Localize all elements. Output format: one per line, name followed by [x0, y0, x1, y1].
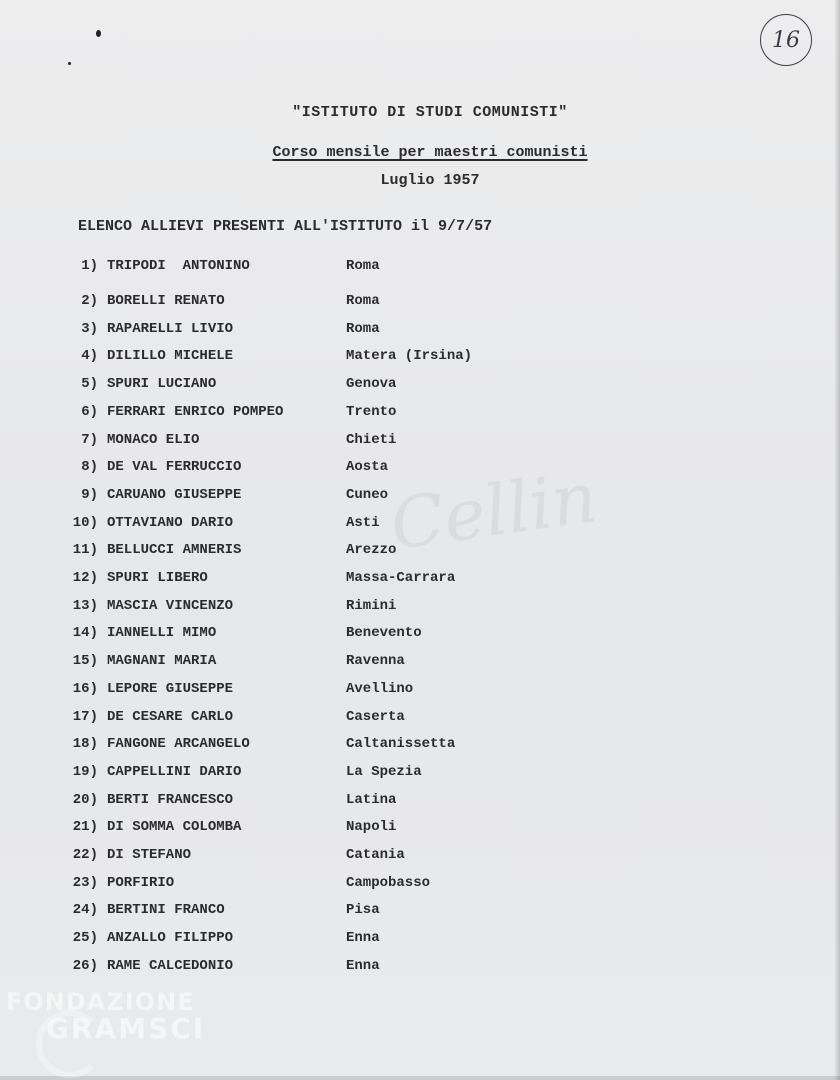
student-city: Pisa — [346, 902, 380, 919]
student-name: BELLUCCI AMNERIS — [107, 542, 242, 559]
student-city: Catania — [346, 847, 405, 863]
watermark-line-2: GRAMSCI — [46, 1012, 206, 1045]
student-name: DI STEFANO — [107, 847, 192, 863]
student-city: Rimini — [346, 597, 397, 614]
student-number: 21) — [72, 819, 98, 836]
student-city: Caltanissetta — [346, 736, 456, 753]
student-row — [0, 819, 840, 839]
student-name: BERTINI FRANCO — [107, 902, 225, 919]
student-row — [0, 570, 840, 590]
course-title: Corso mensile per maestri comunisti — [272, 144, 588, 161]
student-city: Matera (Irsina) — [346, 348, 473, 365]
student-number: 24) — [72, 902, 98, 919]
student-city: Napoli — [346, 819, 397, 836]
student-name: DE CESARE CARLO — [107, 708, 234, 725]
student-row — [0, 625, 840, 645]
bleed-through-handwriting: Cellin — [385, 455, 602, 567]
student-row — [0, 847, 840, 867]
student-row — [0, 293, 840, 313]
student-number: 10) — [72, 514, 98, 531]
student-name: LEPORE GIUSEPPE — [107, 680, 234, 697]
student-name: IANNELLI MIMO — [107, 625, 217, 642]
student-city: Enna — [346, 930, 380, 947]
student-number: 1) — [81, 258, 98, 274]
student-city: Caserta — [346, 708, 405, 725]
watermark-line-1: FONDAZIONE — [6, 988, 195, 1016]
student-name: DE VAL FERRUCCIO — [107, 459, 242, 476]
student-row — [0, 404, 840, 424]
student-row — [0, 487, 840, 507]
student-number: 3) — [81, 320, 98, 337]
student-row — [0, 321, 840, 341]
student-city: Avellino — [346, 680, 414, 697]
student-number: 8) — [81, 459, 98, 476]
student-number: 2) — [81, 293, 98, 309]
student-row — [0, 598, 840, 618]
institute-title: "ISTITUTO DI STUDI COMUNISTI" — [292, 104, 568, 121]
student-number: 4) — [81, 348, 98, 365]
student-row — [0, 376, 840, 396]
student-number: 18) — [72, 736, 98, 753]
student-city: Aosta — [346, 459, 389, 476]
student-name: SPURI LIBERO — [107, 570, 208, 586]
student-number: 12) — [72, 570, 98, 586]
student-city: Cuneo — [346, 486, 389, 503]
student-name: BORELLI RENATO — [107, 293, 225, 309]
student-name: TRIPODI ANTONINO — [107, 258, 250, 274]
student-row — [0, 542, 840, 562]
student-row — [0, 258, 840, 278]
student-row — [0, 792, 840, 812]
student-row — [0, 875, 840, 895]
student-city: Roma — [346, 320, 380, 337]
student-number: 17) — [72, 708, 98, 725]
student-row — [0, 515, 840, 535]
student-city: Campobasso — [346, 874, 431, 891]
student-number: 22) — [72, 847, 98, 863]
student-name: CAPPELLINI DARIO — [107, 763, 242, 780]
student-number: 6) — [81, 403, 98, 420]
student-city: Roma — [346, 258, 380, 274]
student-number: 26) — [72, 957, 98, 974]
student-name: MONACO ELIO — [107, 431, 200, 448]
student-name: RAME CALCEDONIO — [107, 957, 234, 974]
student-row — [0, 764, 840, 784]
student-city: Trento — [346, 403, 397, 420]
student-city: Latina — [346, 791, 397, 808]
student-number: 11) — [72, 542, 98, 559]
student-row — [0, 459, 840, 479]
student-number: 15) — [72, 653, 98, 670]
student-name: FANGONE ARCANGELO — [107, 736, 250, 753]
archive-watermark — [6, 986, 226, 1076]
student-number: 19) — [72, 763, 98, 780]
student-row — [0, 681, 840, 701]
student-city: Ravenna — [346, 653, 405, 670]
student-name: BERTI FRANCESCO — [107, 791, 234, 808]
student-number: 23) — [72, 874, 98, 891]
student-city: Asti — [346, 514, 380, 531]
student-number: 16) — [72, 680, 98, 697]
student-name: ANZALLO FILIPPO — [107, 930, 234, 947]
student-row — [0, 930, 840, 950]
student-name: PORFIRIO — [107, 874, 175, 891]
student-name: MASCIA VINCENZO — [107, 597, 234, 614]
student-number: 5) — [81, 376, 98, 393]
student-row — [0, 432, 840, 452]
student-row — [0, 709, 840, 729]
course-date: Luglio 1957 — [380, 172, 480, 189]
student-city: Benevento — [346, 625, 422, 642]
student-row — [0, 348, 840, 368]
student-list-heading: ELENCO ALLIEVI PRESENTI ALL'ISTITUTO il 9/7/57 — [78, 218, 493, 235]
student-row — [0, 958, 840, 978]
student-city: Enna — [346, 957, 380, 974]
student-city: Genova — [346, 376, 397, 393]
student-name: SPURI LUCIANO — [107, 376, 217, 393]
student-row — [0, 902, 840, 922]
student-number: 25) — [72, 930, 98, 947]
student-city: Roma — [346, 293, 380, 309]
student-city: Chieti — [346, 431, 397, 448]
student-name: DILILLO MICHELE — [107, 348, 234, 365]
student-number: 9) — [81, 486, 98, 503]
student-city: Arezzo — [346, 542, 397, 559]
student-name: RAPARELLI LIVIO — [107, 320, 234, 337]
student-number: 13) — [72, 597, 98, 614]
student-number: 14) — [72, 625, 98, 642]
student-city: La Spezia — [346, 763, 422, 780]
student-name: MAGNANI MARIA — [107, 653, 217, 670]
student-number: 20) — [72, 791, 98, 808]
student-row — [0, 736, 840, 756]
student-row — [0, 653, 840, 673]
student-name: CARUANO GIUSEPPE — [107, 486, 242, 503]
student-name: DI SOMMA COLOMBA — [107, 819, 242, 836]
student-name: OTTAVIANO DARIO — [107, 514, 234, 531]
student-city: Massa-Carrara — [346, 570, 456, 586]
page-number-text: 16 — [772, 27, 800, 53]
student-number: 7) — [81, 431, 98, 448]
student-name: FERRARI ENRICO POMPEO — [107, 403, 284, 420]
